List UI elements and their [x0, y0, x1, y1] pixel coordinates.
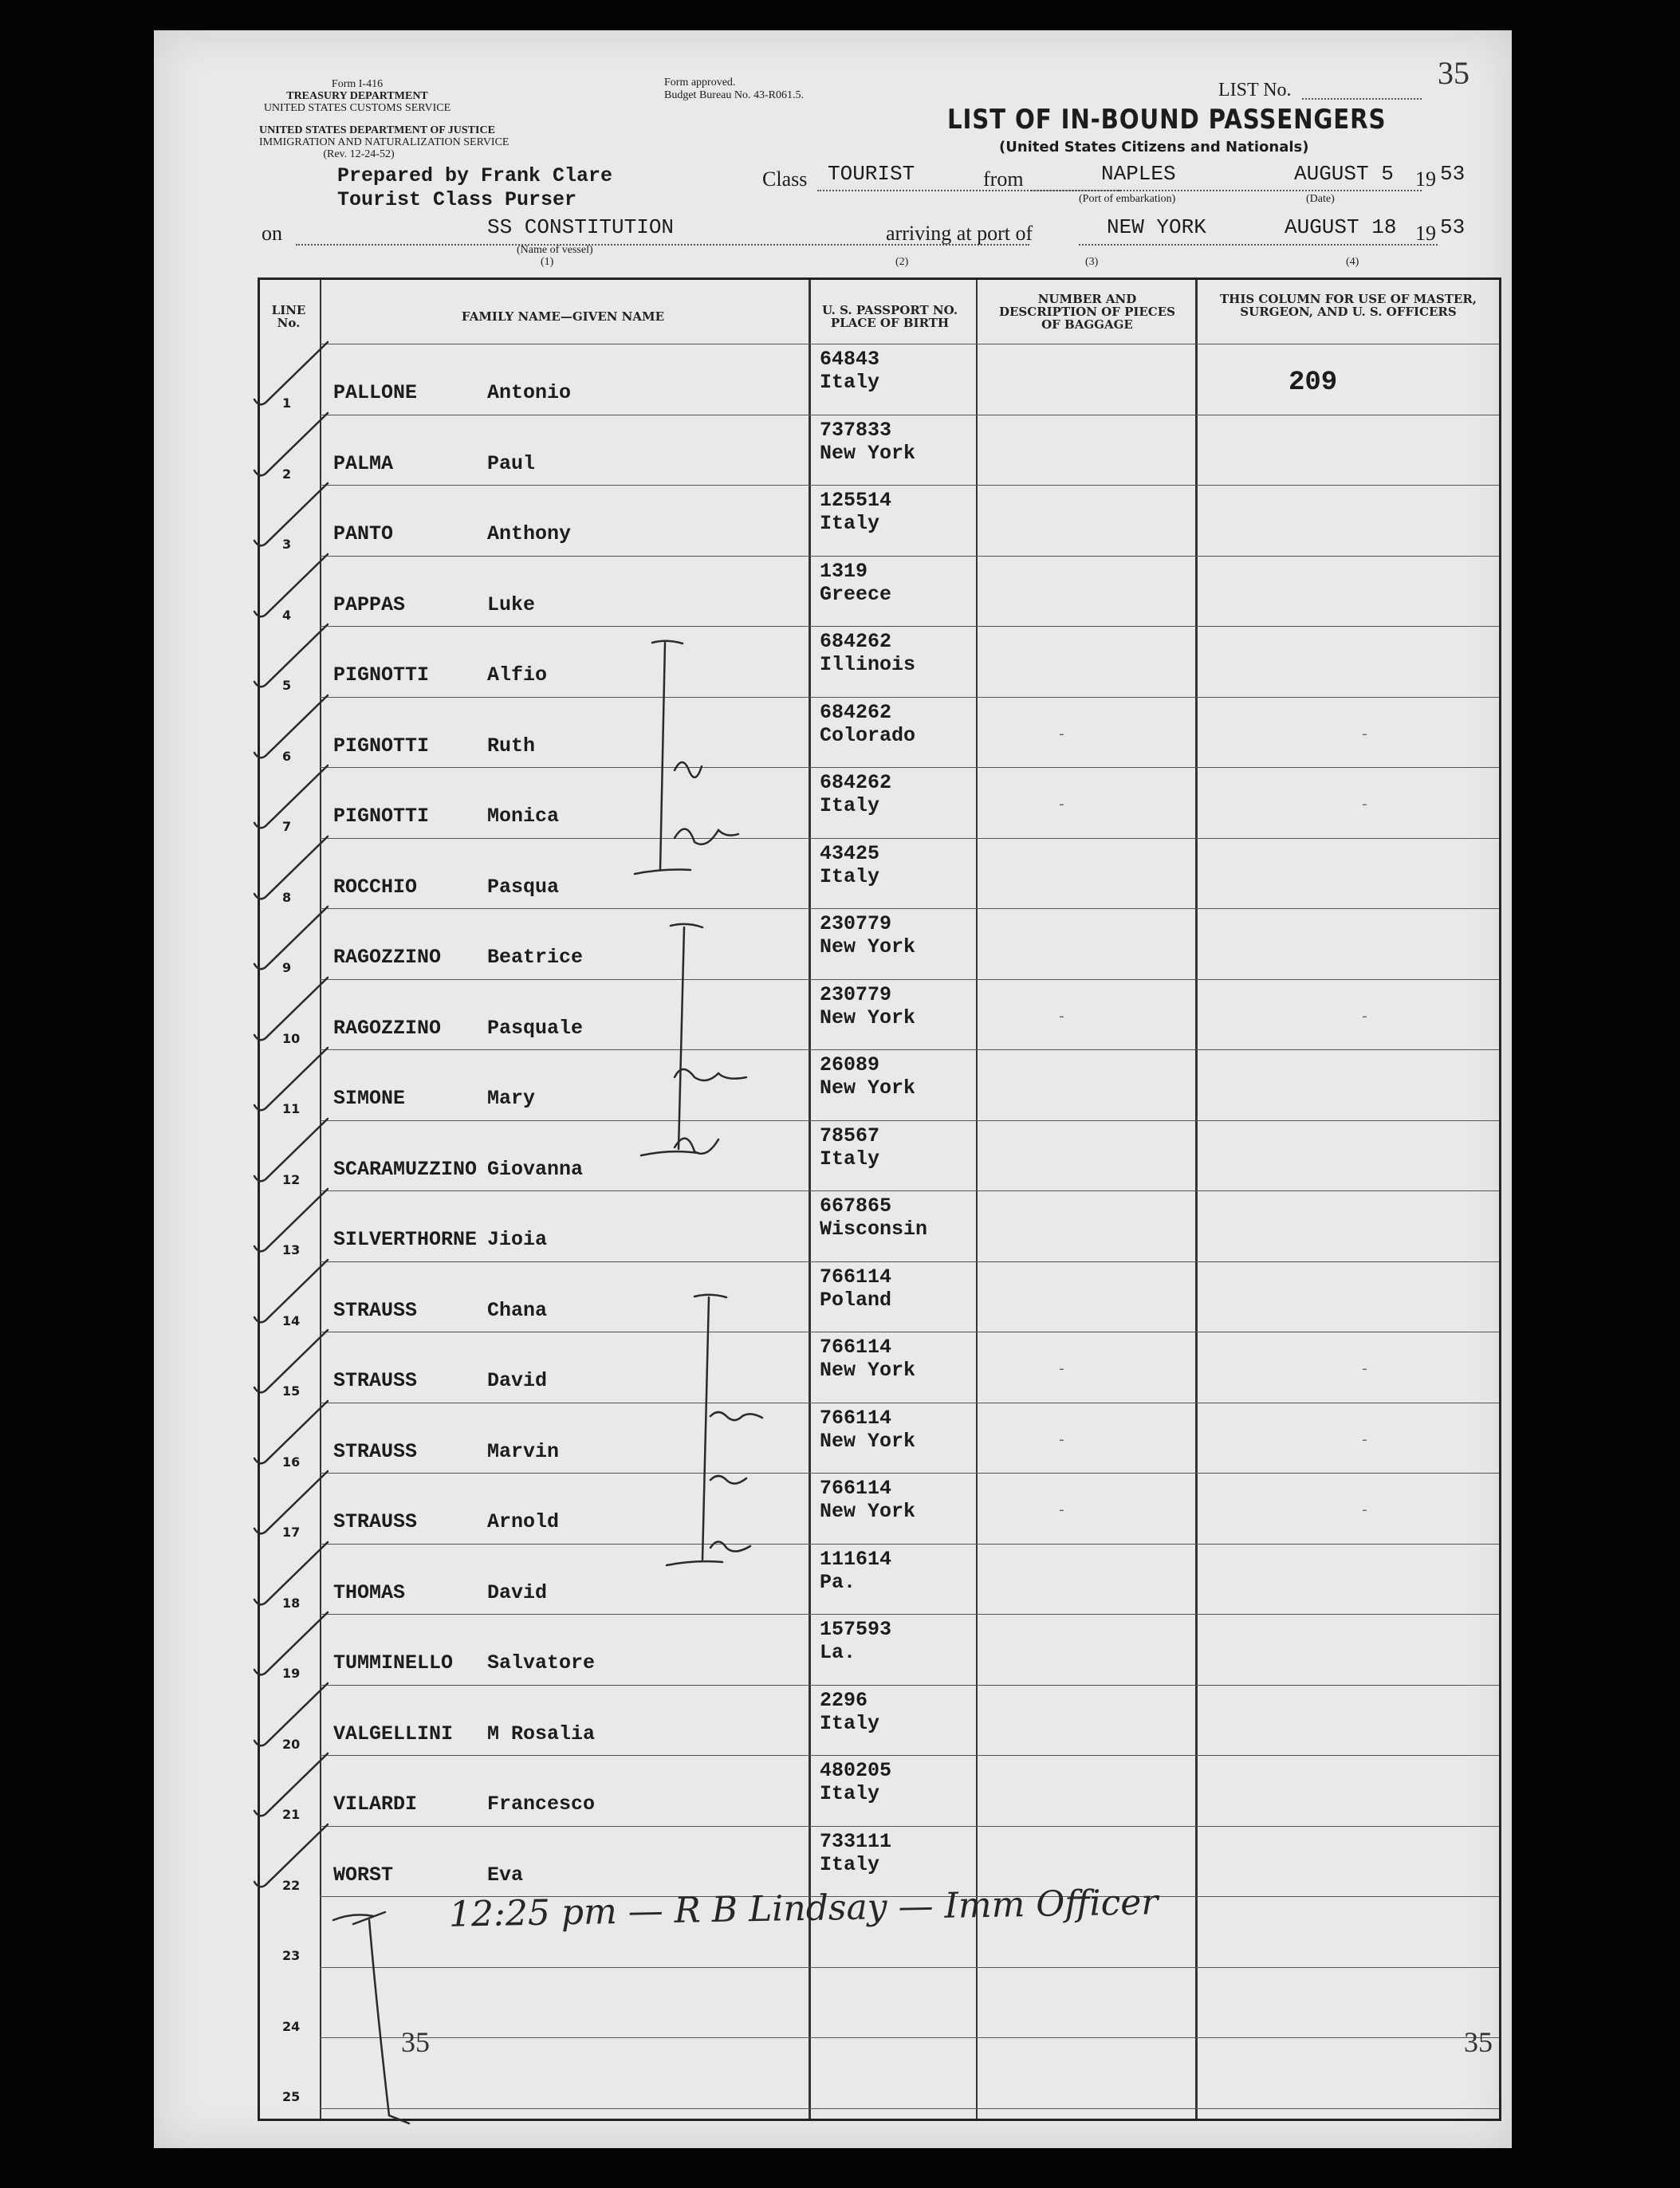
given-name: Salvatore	[487, 1651, 596, 1674]
table-row	[260, 1332, 1499, 1402]
officer-dash: -	[1360, 1009, 1369, 1025]
given-name: Arnold	[487, 1510, 560, 1533]
line-number: 25	[282, 2089, 301, 2104]
place-of-birth: New York	[820, 1429, 916, 1453]
line-number: 14	[282, 1312, 301, 1328]
family-name: SCARAMUZZINO	[333, 1157, 478, 1181]
col-header-name: FAMILY NAME—GIVEN NAME	[461, 309, 665, 324]
check-mark	[248, 759, 336, 831]
class-label: Class	[762, 167, 808, 191]
line-number: 21	[282, 1807, 301, 1822]
given-name: Anthony	[487, 522, 572, 545]
passport-number: 111614	[820, 1547, 892, 1571]
immigration-service: IMMIGRATION AND NATURALIZATION SERVICE	[259, 136, 510, 148]
family-name: STRAUSS	[333, 1369, 418, 1392]
line-number: 9	[282, 960, 292, 975]
given-name: Ruth	[487, 734, 536, 758]
from-value: NAPLES	[1101, 162, 1176, 186]
arrival-year: 53	[1440, 215, 1466, 239]
place-of-birth: Illinois	[820, 653, 916, 676]
list-no-label: LIST No.	[1218, 80, 1292, 100]
line-number: 19	[282, 1666, 301, 1681]
baggage-dash: -	[1057, 1362, 1066, 1378]
arriving-label: arriving at port of	[886, 222, 1033, 245]
line-number: 3	[282, 537, 292, 552]
check-mark	[248, 900, 336, 972]
table-row	[260, 1049, 1499, 1120]
family-name: PALMA	[333, 451, 394, 475]
embark-year-prefix: 19	[1415, 167, 1436, 191]
check-mark	[248, 618, 336, 690]
check-mark	[248, 830, 336, 902]
table-row	[260, 1544, 1499, 1614]
given-name: Giovanna	[487, 1157, 584, 1181]
officer-dash: -	[1360, 726, 1369, 743]
vessel-caption: (Name of vessel)	[517, 244, 593, 256]
passport-number: 684262	[820, 771, 892, 794]
table-row	[260, 485, 1499, 555]
passport-number: 125514	[820, 489, 892, 512]
table-row	[260, 1473, 1499, 1543]
place-of-birth: Italy	[820, 512, 880, 535]
passport-number: 230779	[820, 912, 892, 935]
check-mark	[248, 548, 336, 620]
revision-date: (Rev. 12-24-52)	[323, 148, 395, 160]
col-num-4: (4)	[1346, 256, 1359, 268]
place-of-birth: New York	[820, 1359, 916, 1382]
treasury-department: TREASURY DEPARTMENT	[286, 90, 428, 102]
col-header-passport: U. S. PASSPORT NO. PLACE OF BIRTH	[821, 303, 958, 330]
baggage-dash: -	[1057, 797, 1066, 813]
passport-number: 480205	[820, 1759, 892, 1782]
check-mark	[248, 1324, 336, 1395]
prepared-by: Prepared by Frank Clare	[337, 164, 613, 187]
justice-block	[259, 124, 510, 160]
officer-dash: -	[1360, 1503, 1369, 1519]
family-name: STRAUSS	[333, 1439, 418, 1463]
arrival-port: NEW YORK	[1107, 215, 1206, 239]
line-number: 7	[282, 819, 292, 834]
justice-department: UNITED STATES DEPARTMENT OF JUSTICE	[259, 124, 495, 136]
family-name: STRAUSS	[333, 1298, 418, 1322]
family-name: SIMONE	[333, 1087, 406, 1110]
family-name: PIGNOTTI	[333, 734, 430, 758]
list-no-line	[1302, 98, 1422, 100]
check-mark	[248, 477, 336, 549]
place-of-birth: Italy	[820, 794, 880, 817]
form-subtitle: (United States Citizens and Nationals)	[999, 139, 1309, 155]
line-number: 4	[282, 607, 292, 623]
family-name: SILVERTHORNE	[333, 1228, 478, 1251]
family-name: RAGOZZINO	[333, 1016, 442, 1040]
place-of-birth: Italy	[820, 864, 880, 888]
given-name: Pasqua	[487, 875, 560, 899]
given-name: Pasquale	[487, 1016, 584, 1040]
given-name: Marvin	[487, 1439, 560, 1463]
baggage-dash: -	[1057, 1009, 1066, 1025]
line-number: 8	[282, 889, 292, 905]
family-name: STRAUSS	[333, 1510, 418, 1533]
line-number: 11	[282, 1101, 301, 1116]
check-mark	[248, 407, 336, 478]
table-row	[260, 556, 1499, 626]
place-of-birth: Italy	[820, 371, 880, 394]
officer-dash: -	[1360, 1432, 1369, 1449]
check-mark	[248, 1536, 336, 1608]
check-mark	[248, 1395, 336, 1466]
table-row	[260, 1120, 1499, 1190]
given-name: Monica	[487, 805, 560, 828]
table-row	[260, 1190, 1499, 1261]
arrival-year-prefix: 19	[1415, 222, 1436, 245]
table-row	[260, 908, 1499, 978]
line-number: 17	[282, 1525, 301, 1540]
vessel-name: SS CONSTITUTION	[487, 215, 675, 239]
line-number: 15	[282, 1383, 301, 1399]
embark-date: AUGUST 5	[1294, 162, 1394, 186]
family-name: PANTO	[333, 522, 394, 545]
place-of-birth: Italy	[820, 1782, 880, 1805]
family-name: WORST	[333, 1863, 394, 1887]
customs-service: UNITED STATES CUSTOMS SERVICE	[263, 102, 451, 114]
line-number: 5	[282, 678, 292, 693]
table-row	[260, 344, 1499, 414]
embark-year: 53	[1440, 162, 1466, 186]
page-number: 35	[1438, 55, 1470, 91]
line-number: 10	[282, 1030, 301, 1046]
passport-number: 2296	[820, 1688, 868, 1712]
passport-number: 64843	[820, 348, 880, 371]
officer-note: 209	[1289, 368, 1338, 398]
date-caption: (Date)	[1306, 193, 1335, 205]
table-row	[260, 1403, 1499, 1473]
from-line	[1031, 190, 1422, 191]
given-name: David	[487, 1580, 548, 1604]
given-name: Jioia	[487, 1228, 548, 1251]
bottom-page-number-left: 35	[401, 2026, 430, 2058]
place-of-birth: New York	[820, 1500, 916, 1523]
check-mark	[248, 1183, 336, 1254]
class-value: TOURIST	[828, 162, 915, 186]
check-mark	[248, 1606, 336, 1678]
table-row	[260, 979, 1499, 1049]
passport-number: 766114	[820, 1406, 892, 1430]
officer-dash: -	[1360, 1362, 1369, 1378]
col-num-3: (3)	[1085, 256, 1099, 268]
col-header-officers: THIS COLUMN FOR USE OF MASTER, SURGEON, AND U. S. OFFICERS	[1219, 292, 1477, 319]
passport-number: 667865	[820, 1194, 892, 1218]
given-name: Beatrice	[487, 946, 584, 969]
passenger-table	[258, 277, 1501, 2121]
place-of-birth: Wisconsin	[820, 1218, 928, 1241]
given-name: Mary	[487, 1087, 536, 1110]
place-of-birth: New York	[820, 1076, 916, 1100]
passport-number: 78567	[820, 1124, 880, 1147]
line-number: 20	[282, 1736, 301, 1752]
check-mark	[248, 971, 336, 1043]
check-mark	[248, 1465, 336, 1537]
passport-number: 43425	[820, 841, 880, 865]
bottom-page-number-right: 35	[1464, 2026, 1493, 2058]
given-name: Chana	[487, 1298, 548, 1322]
passport-number: 26089	[820, 1053, 880, 1076]
form-approved: Form approved.	[664, 77, 736, 89]
family-name: PAPPAS	[333, 592, 406, 616]
place-of-birth: Italy	[820, 1852, 880, 1876]
family-name: VALGELLINI	[333, 1722, 454, 1745]
given-name: Alfio	[487, 663, 548, 687]
check-mark	[248, 1818, 336, 1890]
given-name: Francesco	[487, 1793, 596, 1816]
table-row	[260, 1261, 1499, 1332]
given-name: Eva	[487, 1863, 524, 1887]
table-row	[260, 1755, 1499, 1825]
place-of-birth: Greece	[820, 582, 892, 606]
check-mark	[248, 689, 336, 761]
given-name: Antonio	[487, 381, 572, 404]
line-number: 22	[282, 1877, 301, 1893]
passport-number: 684262	[820, 700, 892, 724]
col-num-1: (1)	[541, 256, 554, 268]
place-of-birth: Colorado	[820, 723, 916, 747]
from-label: from	[983, 167, 1024, 191]
place-of-birth: Italy	[820, 1147, 880, 1171]
family-name: PALLONE	[333, 381, 418, 404]
line-number: 2	[282, 466, 292, 482]
family-name: THOMAS	[333, 1580, 406, 1604]
family-name: ROCCHIO	[333, 875, 418, 899]
table-row	[260, 415, 1499, 485]
family-name: RAGOZZINO	[333, 946, 442, 969]
approval-block	[664, 77, 804, 102]
manifest-page	[154, 30, 1512, 2148]
table-row	[260, 697, 1499, 767]
family-name: TUMMINELLO	[333, 1651, 454, 1674]
handwritten-note: 12:25 pm — R B Lindsay — Imm Officer	[448, 1882, 1159, 1935]
place-of-birth: New York	[820, 935, 916, 958]
given-name: Luke	[487, 592, 536, 616]
line-number: 12	[282, 1171, 301, 1187]
place-of-birth: La.	[820, 1641, 856, 1664]
family-name: VILARDI	[333, 1793, 418, 1816]
place-of-birth: Italy	[820, 1711, 880, 1735]
passport-number: 157593	[820, 1618, 892, 1641]
form-title: LIST OF IN-BOUND PASSENGERS	[947, 104, 1387, 136]
col-header-baggage: NUMBER AND DESCRIPTION OF PIECES OF BAGGAGE	[998, 292, 1176, 332]
officer-dash: -	[1360, 797, 1369, 813]
table-row	[260, 838, 1499, 908]
col-header-line: LINE No.	[271, 303, 306, 330]
table-row	[260, 1685, 1499, 1755]
line-number: 24	[282, 2018, 301, 2034]
line-number: 18	[282, 1595, 301, 1611]
passport-number: 1319	[820, 559, 868, 583]
check-mark	[248, 336, 336, 407]
family-name: PIGNOTTI	[333, 805, 430, 828]
family-name: PIGNOTTI	[333, 663, 430, 687]
passport-number: 737833	[820, 418, 892, 442]
line-number: 16	[282, 1454, 301, 1470]
check-mark	[248, 1253, 336, 1325]
passport-number: 766114	[820, 1477, 892, 1500]
prepared-role: Tourist Class Purser	[337, 188, 577, 211]
passport-number: 766114	[820, 1265, 892, 1289]
check-mark	[248, 1112, 336, 1184]
passport-number: 733111	[820, 1829, 892, 1853]
check-mark	[248, 1041, 336, 1113]
on-label: on	[262, 222, 282, 245]
table-row	[260, 1614, 1499, 1684]
given-name: Paul	[487, 451, 536, 475]
line-number: 6	[282, 748, 292, 764]
arrival-date: AUGUST 18	[1285, 215, 1397, 239]
agency-block	[250, 78, 465, 114]
line-number: 1	[282, 395, 292, 411]
given-name: David	[487, 1369, 548, 1392]
line-number: 13	[282, 1242, 301, 1257]
baggage-dash: -	[1057, 1503, 1066, 1519]
embark-caption: (Port of embarkation)	[1079, 193, 1176, 205]
budget-bureau: Budget Bureau No. 43-R061.5.	[664, 89, 804, 101]
closing-bracket	[329, 1908, 569, 2147]
given-name: M Rosalia	[487, 1722, 596, 1745]
baggage-dash: -	[1057, 726, 1066, 743]
place-of-birth: Pa.	[820, 1570, 856, 1594]
col-num-2: (2)	[895, 256, 909, 268]
line-number: 23	[282, 1948, 301, 1963]
form-number: Form I-416	[331, 78, 384, 90]
check-mark	[248, 1747, 336, 1819]
passport-number: 766114	[820, 1336, 892, 1359]
port-line	[1079, 244, 1438, 246]
passport-number: 230779	[820, 982, 892, 1006]
place-of-birth: Poland	[820, 1288, 892, 1312]
table-row	[260, 626, 1499, 696]
place-of-birth: New York	[820, 441, 916, 465]
passport-number: 684262	[820, 630, 892, 653]
place-of-birth: New York	[820, 1005, 916, 1029]
table-row	[260, 767, 1499, 837]
check-mark	[248, 1677, 336, 1749]
baggage-dash: -	[1057, 1432, 1066, 1449]
table-row	[260, 1826, 1499, 1896]
